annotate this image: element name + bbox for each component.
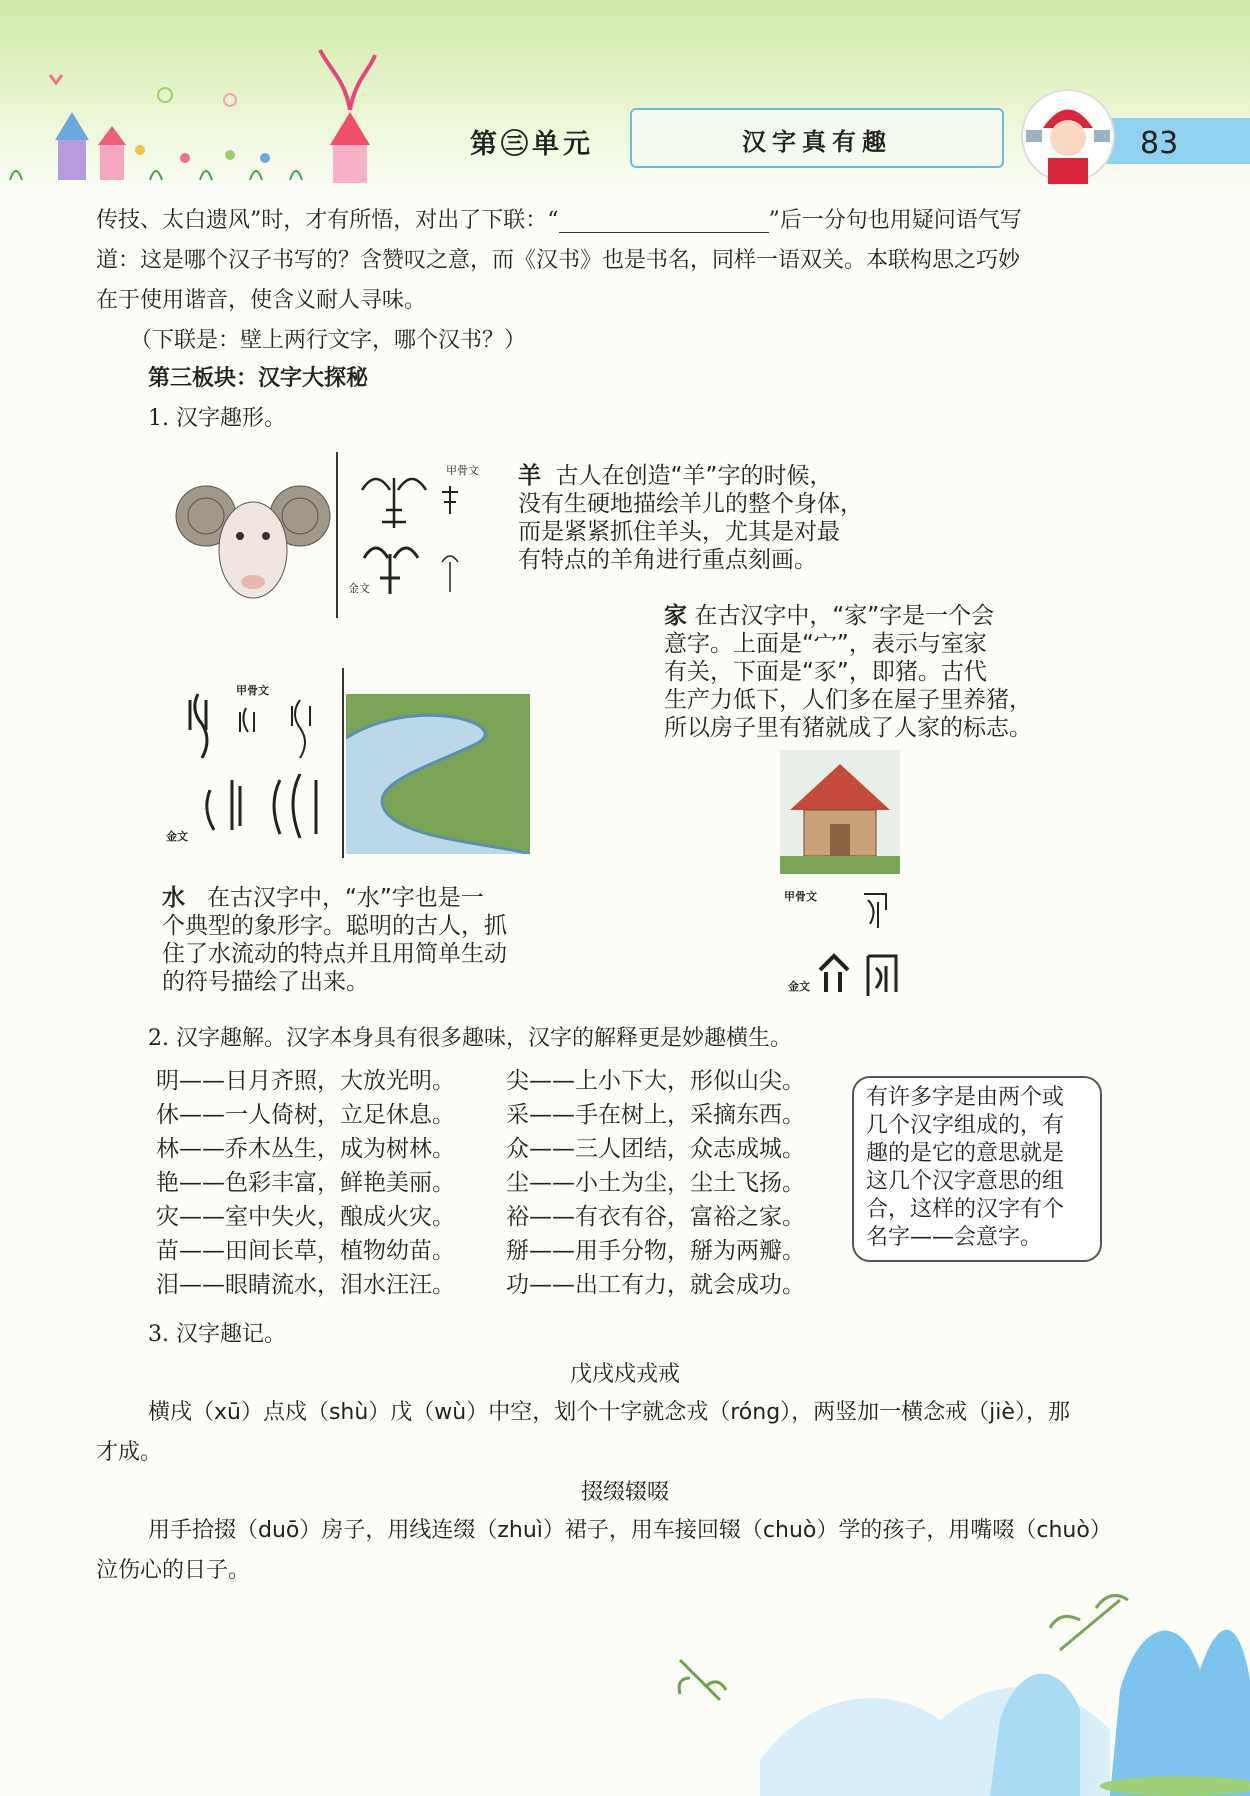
- yang-line-0: 古人在创造“羊”字的时候，: [555, 463, 833, 489]
- shui-ancient-glyphs: [180, 690, 340, 850]
- callout-line: 趣的是它的意思就是: [866, 1141, 1065, 1166]
- shui-line-2: 住了水流动的特点并且用简单生动: [162, 941, 507, 967]
- explanations-right-list: [506, 1064, 805, 1302]
- mnemonic-2-line-1: 用手拾掇（duō）房子，用线连缀（zhuì）裙子，用车接回辍（chuò）学的孩子，用嘴啜（chuò）: [148, 1518, 1112, 1543]
- unit-label: 第㊂单元: [470, 129, 594, 160]
- callout-line: 名字——会意字。: [866, 1225, 1043, 1250]
- jia-description: [664, 602, 1032, 742]
- list-item: 泪——眼睛流水，泪水汪汪。: [156, 1272, 455, 1298]
- jia-line-0: 在古汉字中，“家”字是一个会: [694, 603, 995, 629]
- callout-line: 这几个汉字意思的组: [866, 1169, 1065, 1194]
- mnemonic-1-title: 戊戌戍戎戒: [569, 1362, 680, 1387]
- shui-line-3: 的符号描绘了出来。: [162, 969, 369, 995]
- house-jinwen-label: 金文: [788, 980, 810, 993]
- shui-line-0: 在古汉字中，“水”字也是一: [206, 885, 484, 911]
- mnemonic-1-line-1: 横戌（xū）点戍（shù）戊（wù）中空，划个十字就念戎（róng），两竖加一横念戒（jiè），那: [148, 1400, 1070, 1425]
- callout-line: 有许多字是由两个或: [866, 1085, 1065, 1110]
- water-jiaguwen-label: 甲骨文: [236, 684, 269, 697]
- list-item: 裕——有衣有谷，富裕之家。: [506, 1204, 805, 1230]
- village-decoration: [0, 40, 400, 190]
- river-image: [346, 694, 530, 854]
- page-number: 83: [1140, 126, 1179, 161]
- divider-line-2: [342, 668, 344, 858]
- mnemonic-2-line-2: 泣伤心的日子。: [96, 1558, 251, 1583]
- callout-line: 合，这样的汉字有个: [866, 1197, 1065, 1222]
- jia-ancient-glyphs: [812, 880, 912, 1000]
- list-item: 掰——用手分物，掰为两瓣。: [506, 1238, 805, 1264]
- sheep-head-image: [168, 478, 338, 603]
- shui-description: [162, 884, 507, 996]
- section-title: 第三板块：汉字大探秘: [148, 366, 369, 391]
- yang-line-1: 没有生硬地描绘羊儿的整个身体，: [518, 491, 863, 517]
- list-item: 明——日月齐照，大放光明。: [156, 1068, 455, 1094]
- jia-line-2: 有关，下面是“豕”，即猪。古代: [664, 659, 987, 685]
- subsection-3: 3. 汉字趣记。: [148, 1322, 286, 1347]
- intro-line-1b: ”后一分句也用疑问语气写: [768, 208, 1022, 233]
- jia-line-4: 所以房子里有猪就成了人家的标志。: [664, 715, 1032, 741]
- callout-text: [866, 1084, 1094, 1252]
- fill-blank[interactable]: [559, 210, 769, 233]
- page-title: 汉字真有趣: [742, 127, 892, 156]
- house-jiaguwen-label: 甲骨文: [784, 890, 817, 903]
- sheep-jiaguwen-label: 甲骨文: [446, 464, 479, 477]
- yang-line-2: 而是紧紧抓住羊头，尤其是对最: [518, 519, 840, 545]
- list-item: 灾——室中失火，酿成火灾。: [156, 1204, 455, 1230]
- jia-line-1: 意字。上面是“宀”，表示与室家: [664, 631, 987, 657]
- house-image: [780, 750, 900, 874]
- yang-line-3: 有特点的羊角进行重点刻画。: [518, 547, 817, 573]
- explanations-left-list: [156, 1064, 455, 1302]
- answer-text: （下联是：壁上两行文字，哪个汉书？）: [130, 328, 527, 353]
- mnemonic-2-title: 掇缀辍啜: [580, 1480, 669, 1505]
- list-item: 苗——田间长草，植物幼苗。: [156, 1238, 455, 1264]
- boy-avatar-icon: [1018, 86, 1118, 186]
- list-item: 功——出工有力，就会成功。: [506, 1272, 805, 1298]
- list-item: 采——手在树上，采摘东西。: [506, 1102, 805, 1128]
- shui-char: 水: [162, 885, 185, 911]
- yang-ancient-glyphs: [354, 466, 474, 606]
- subsection-1: 1. 汉字趣形。: [148, 406, 286, 431]
- jia-char: 家: [664, 603, 687, 629]
- water-jinwen-label: 金文: [166, 830, 188, 843]
- divider-line: [336, 452, 338, 618]
- yang-description: [518, 462, 863, 574]
- callout-line: 几个汉字组成的，有: [866, 1113, 1065, 1138]
- intro-line-3: 在于使用谐音，使含义耐人寻味。: [96, 288, 427, 313]
- mnemonic-1-line-2: 才成。: [96, 1440, 163, 1465]
- intro-line-1: [96, 200, 1156, 242]
- title-scroll: [630, 108, 1004, 168]
- list-item: 众——三人团结，众志成城。: [506, 1136, 805, 1162]
- list-item: 林——乔木丛生，成为树林。: [156, 1136, 455, 1162]
- intro-line-1a: 传技、太白遗风”时，才有所悟，对出了下联：“: [96, 208, 559, 233]
- jia-line-3: 生产力低下，人们多在屋子里养猪，: [664, 687, 1032, 713]
- list-item: 休——一人倚树，立足休息。: [156, 1102, 455, 1128]
- yang-char: 羊: [518, 463, 541, 489]
- sheep-jinwen-label: 金文: [348, 582, 370, 595]
- lotus-dragonfly-decoration: [640, 1560, 1250, 1796]
- intro-line-2: 道：这是哪个汉子书写的？含赞叹之意，而《汉书》也是书名，同样一语双关。本联构思之巧妙: [96, 248, 1021, 273]
- tip-callout: [852, 1076, 1102, 1262]
- list-item: 尖——上小下大，形似山尖。: [506, 1068, 805, 1094]
- list-item: 尘——小土为尘，尘土飞扬。: [506, 1170, 805, 1196]
- subsection-2: 2. 汉字趣解。汉字本身具有很多趣味，汉字的解释更是妙趣横生。: [148, 1026, 792, 1051]
- shui-line-1: 个典型的象形字。聪明的古人，抓: [162, 913, 507, 939]
- list-item: 艳——色彩丰富，鲜艳美丽。: [156, 1170, 455, 1196]
